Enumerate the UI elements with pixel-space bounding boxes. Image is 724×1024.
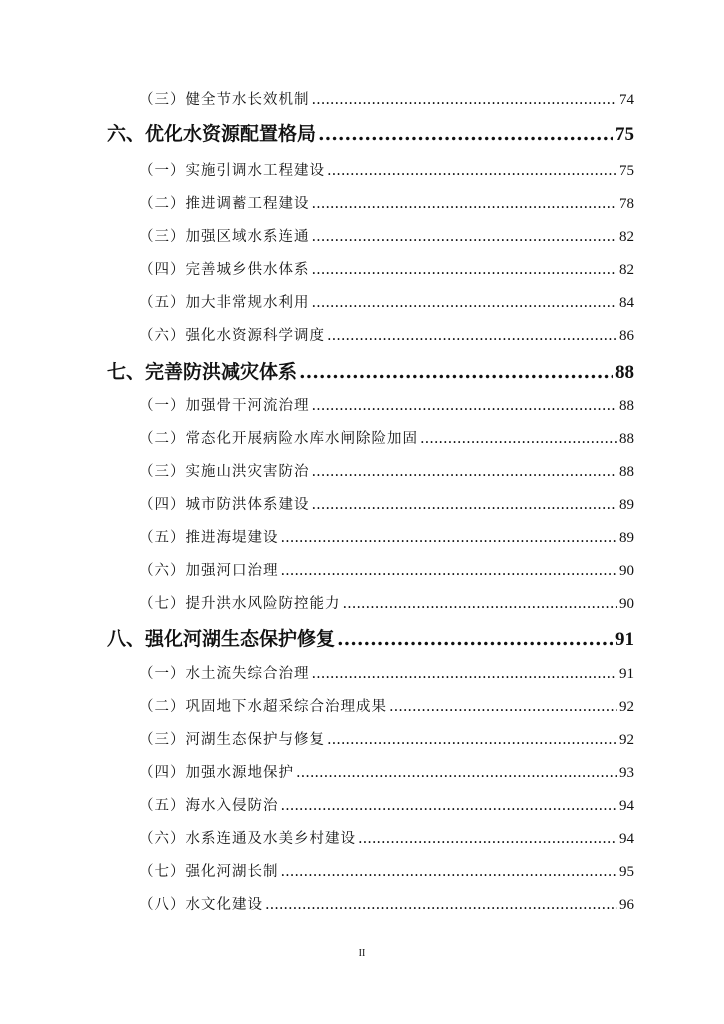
toc-entry-title: 加强水源地保护 <box>185 765 294 781</box>
toc-entry-page: 95 <box>619 864 634 880</box>
toc-entry-title: 健全节水长效机制 <box>185 92 310 108</box>
toc-entry-title: 推进调蓄工程建设 <box>185 196 310 212</box>
toc-entry-title: 强化河湖长制 <box>185 864 279 880</box>
toc-chapter-number: 六、 <box>107 123 146 145</box>
toc-entry[interactable] <box>0 559 724 580</box>
toc-chapter[interactable] <box>0 119 724 146</box>
toc-entry-number: （四） <box>139 262 186 278</box>
toc-entry-title: 水文化建设 <box>185 897 263 913</box>
toc-entry-page: 88 <box>619 464 634 480</box>
page-number: II <box>358 948 366 959</box>
toc-entry[interactable] <box>0 291 724 312</box>
toc-entry-number: （二） <box>139 431 186 447</box>
toc-entry-page: 89 <box>619 530 634 546</box>
toc-entry-page: 90 <box>619 596 634 612</box>
toc-entry-number: （三） <box>139 464 186 480</box>
toc-entry[interactable] <box>0 88 724 109</box>
toc-leader-dots <box>358 831 617 847</box>
toc-leader-dots <box>312 229 618 245</box>
toc-entry-page: 93 <box>619 765 634 781</box>
toc-entry-title: 加强区域水系连通 <box>185 229 310 245</box>
toc-entry[interactable] <box>0 526 724 547</box>
toc-leader-dots <box>299 361 613 383</box>
toc-entry-number: （三） <box>139 92 186 108</box>
toc-entry-page: 89 <box>619 497 634 513</box>
toc-entry[interactable] <box>0 662 724 683</box>
toc-leader-dots <box>281 563 618 579</box>
toc-leader-dots <box>281 530 618 546</box>
toc-entry-title: 推进海堤建设 <box>185 530 279 546</box>
toc-entry-number: （五） <box>139 295 186 311</box>
toc-entry-page: 78 <box>619 196 634 212</box>
toc-entry[interactable] <box>0 427 724 448</box>
toc-leader-dots <box>281 798 618 814</box>
toc-chapter[interactable] <box>0 624 724 651</box>
toc-entry-title: 城市防洪体系建设 <box>185 497 310 513</box>
toc-entry-page: 90 <box>619 563 634 579</box>
toc-entry-number: （一） <box>139 163 186 179</box>
toc-entry[interactable] <box>0 324 724 345</box>
toc-entry-page: 96 <box>619 897 634 913</box>
toc-leader-dots <box>312 295 618 311</box>
toc-entry-title: 强化水资源科学调度 <box>185 328 325 344</box>
toc-chapter-number: 七、 <box>107 361 146 383</box>
toc-entry-title: 实施引调水工程建设 <box>185 163 325 179</box>
toc-entry-page: 88 <box>619 431 634 447</box>
toc-leader-dots <box>312 262 618 278</box>
toc-entry-number: （四） <box>139 765 186 781</box>
toc-entry-title: 完善城乡供水体系 <box>185 262 310 278</box>
toc-leader-dots <box>389 699 617 715</box>
toc-leader-dots <box>312 666 618 682</box>
toc-leader-dots <box>296 765 617 781</box>
toc-entry-number: （三） <box>139 229 186 245</box>
toc-entry-number: （三） <box>139 732 186 748</box>
toc-chapter-title: 强化河湖生态保护修复 <box>145 628 336 650</box>
toc-entry[interactable] <box>0 592 724 613</box>
toc-entry[interactable] <box>0 827 724 848</box>
toc-leader-dots <box>318 123 613 145</box>
toc-entry-page: 82 <box>619 262 634 278</box>
toc-entry-page: 86 <box>619 328 634 344</box>
toc-entry-number: （一） <box>139 666 186 682</box>
toc-entry-title: 加大非常规水利用 <box>185 295 310 311</box>
toc-leader-dots <box>327 328 617 344</box>
toc-entry-page: 92 <box>619 732 634 748</box>
toc-chapter[interactable] <box>0 357 724 384</box>
toc-entry-number: （五） <box>139 798 186 814</box>
toc-entry-title: 加强河口治理 <box>185 563 279 579</box>
toc-entry-title: 水土流失综合治理 <box>185 666 310 682</box>
toc-entry-page: 94 <box>619 831 634 847</box>
toc-chapter-title: 完善防洪减灾体系 <box>145 361 298 383</box>
toc-entry[interactable] <box>0 728 724 749</box>
toc-entry-number: （二） <box>139 699 186 715</box>
toc-chapter-page: 75 <box>615 124 634 145</box>
toc-leader-dots <box>281 864 618 880</box>
toc-entry-number: （二） <box>139 196 186 212</box>
toc-entry[interactable] <box>0 159 724 180</box>
toc-entry-title: 巩固地下水超采综合治理成果 <box>185 699 387 715</box>
toc-leader-dots <box>312 398 618 414</box>
toc-entry-title: 常态化开展病险水库水闸除险加固 <box>185 431 418 447</box>
toc-entry-title: 海水入侵防治 <box>185 798 279 814</box>
toc-chapter-number: 八、 <box>107 628 146 650</box>
toc-entry[interactable] <box>0 893 724 914</box>
toc-entry-title: 水系连通及水美乡村建设 <box>185 831 356 847</box>
toc-leader-dots <box>312 92 618 108</box>
toc-leader-dots <box>343 596 618 612</box>
toc-entry-page: 92 <box>619 699 634 715</box>
toc-leader-dots <box>265 897 617 913</box>
toc-leader-dots <box>327 732 617 748</box>
toc-chapter-page: 88 <box>615 362 634 383</box>
toc-entry-number: （七） <box>139 596 186 612</box>
toc-entry[interactable] <box>0 493 724 514</box>
toc-entry-number: （八） <box>139 897 186 913</box>
toc-entry-title: 河湖生态保护与修复 <box>185 732 325 748</box>
toc-leader-dots <box>312 464 618 480</box>
toc-entry-page: 91 <box>619 666 634 682</box>
toc-entry-title: 提升洪水风险防控能力 <box>185 596 341 612</box>
toc-leader-dots <box>327 163 617 179</box>
toc-entry-page: 82 <box>619 229 634 245</box>
toc-entry-page: 74 <box>619 92 634 108</box>
toc-entry-number: （六） <box>139 831 186 847</box>
toc-leader-dots <box>312 196 618 212</box>
toc-chapter-page: 91 <box>615 629 634 650</box>
toc-entry-page: 75 <box>619 163 634 179</box>
toc-entry[interactable] <box>0 258 724 279</box>
toc-entry[interactable] <box>0 695 724 716</box>
toc-leader-dots <box>420 431 617 447</box>
toc-entry-number: （六） <box>139 563 186 579</box>
toc-entry[interactable] <box>0 460 724 481</box>
toc-entry-title: 加强骨干河流治理 <box>185 398 310 414</box>
toc-entry[interactable] <box>0 860 724 881</box>
toc-entry-page: 94 <box>619 798 634 814</box>
toc-entry-number: （一） <box>139 398 186 414</box>
toc-entry-title: 实施山洪灾害防治 <box>185 464 310 480</box>
toc-entry[interactable] <box>0 192 724 213</box>
toc-entry-number: （六） <box>139 328 186 344</box>
toc-leader-dots <box>337 628 613 650</box>
toc-entry[interactable] <box>0 794 724 815</box>
toc-chapter-title: 优化水资源配置格局 <box>145 123 317 145</box>
toc-entry-number: （七） <box>139 864 186 880</box>
toc-entry[interactable] <box>0 761 724 782</box>
toc-entry-page: 88 <box>619 398 634 414</box>
toc-entry[interactable] <box>0 225 724 246</box>
toc-leader-dots <box>312 497 618 513</box>
toc-entry-number: （四） <box>139 497 186 513</box>
toc-entry-number: （五） <box>139 530 186 546</box>
toc-entry[interactable] <box>0 394 724 415</box>
toc-entry-page: 84 <box>619 295 634 311</box>
